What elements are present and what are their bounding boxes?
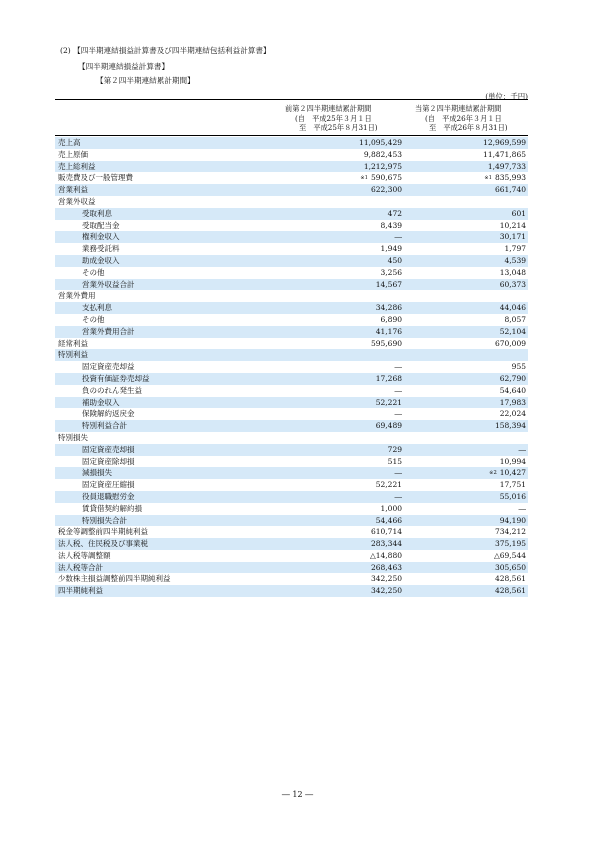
prev-value: 515 [387,456,402,466]
row-label: 法人税、住民税及び事業税 [58,539,148,549]
curr-value-cell [500,397,526,409]
table-row [55,479,528,491]
table-row [55,420,528,432]
row-label: 少数株主損益調整前四半期純利益 [58,574,171,584]
prev-value-cell [381,220,402,232]
curr-value-cell [500,456,526,468]
period-heading: 【第２四半期連結累計期間】 [96,76,195,85]
table-row [55,231,528,243]
curr-value-cell [505,243,526,255]
curr-value: 62,790 [499,373,526,383]
table-row [55,373,528,385]
curr-value-cell [494,550,526,562]
table-row [55,149,528,161]
curr-value-cell [500,279,526,291]
prev-period-title: 前第２四半期連結累計期間 [285,104,372,113]
curr-value-cell [500,231,526,243]
curr-value-cell [500,220,526,232]
curr-value-cell [500,302,526,314]
prev-value: 1,000 [380,503,402,513]
table-row [55,349,528,361]
prev-value-cell [395,361,403,373]
curr-value: 375,195 [494,539,526,549]
table-row [55,432,528,444]
curr-value: 17,983 [499,397,526,407]
curr-value-cell [488,161,526,173]
prev-value: 472 [387,208,402,218]
row-label: 売上総利益 [58,161,96,171]
curr-value: 10,994 [499,456,526,466]
row-label: 受取利息 [82,208,112,218]
table-row [55,267,528,279]
row-label: 固定資産除却損 [82,456,135,466]
prev-value: 52,221 [375,480,402,490]
curr-value: 12,969,599 [483,138,526,147]
row-label: 営業外収益合計 [82,279,135,289]
curr-value: 670,009 [494,338,526,348]
prev-value-cell [364,149,402,161]
prev-value-cell [371,538,402,550]
prev-value-cell [376,420,402,432]
row-label: 特別利益合計 [82,421,127,431]
page-number: ― 12 ― [281,790,314,799]
curr-value: 734,212 [494,527,526,537]
column-header [55,99,528,136]
prev-value-cell [388,444,402,456]
curr-value: 60,373 [499,279,526,289]
table-row [55,338,528,350]
prev-value-cell [376,279,402,291]
prev-value: 268,463 [370,562,402,572]
prev-value: ― [394,232,402,242]
table-row [55,208,528,220]
row-label: 営業外費用 [58,291,96,301]
curr-value-cell [500,326,526,338]
prev-value-cell [376,326,402,338]
prev-value: 450 [387,255,402,265]
row-label: 固定資産売却益 [82,362,135,372]
curr-value: 44,046 [499,303,526,313]
row-label: 売上高 [58,138,81,147]
table-row [55,361,528,373]
curr-value-cell [495,526,526,538]
prev-value: ― [394,491,402,501]
statement-heading: 【四半期連結損益計算書】 [78,62,170,71]
curr-value: 1,497,733 [487,161,526,171]
prev-value: 1,212,975 [363,161,402,171]
curr-value: 158,394 [494,421,526,431]
table-row [55,526,528,538]
table-row [55,491,528,503]
row-label: 負ののれん発生益 [82,385,142,395]
prev-value: 14,567 [375,279,402,289]
row-label: その他 [82,314,105,324]
row-label: 経常利益 [58,338,88,348]
table-row [55,302,528,314]
prev-value-cell [376,397,402,409]
prev-period-header [285,104,389,133]
note-marker: ※1 [484,175,492,182]
curr-value-cell [500,385,526,397]
prev-value-cell [395,385,403,397]
prev-value-cell [381,243,402,255]
curr-value-cell [505,314,526,326]
prev-value: 52,221 [375,397,402,407]
curr-value-cell [500,408,526,420]
row-label: 投資有価証券売却益 [82,373,150,383]
row-label: 業務受託料 [82,244,120,254]
table-row [55,408,528,420]
row-label: 賃貸借契約解約損 [82,503,142,513]
curr-value-cell [483,137,526,149]
curr-period-from: (自 平成26年３月１日 [425,113,502,123]
table-row [55,161,528,173]
row-label: 減損損失 [82,468,112,478]
prev-value-cell [388,255,402,267]
prev-value: 34,286 [375,303,402,313]
row-label: 法人税等合計 [58,562,103,572]
row-label: 営業外費用合計 [82,326,135,336]
curr-value: 55,016 [499,491,526,501]
curr-value-cell [495,585,526,597]
curr-value: 601 [511,208,526,218]
table-row [55,550,528,562]
prev-value: 6,890 [380,314,402,324]
curr-value-cell [495,420,526,432]
prev-value-cell [381,503,402,515]
prev-value: ― [394,468,402,478]
row-label: 営業外収益 [58,196,96,206]
table-row [55,172,528,184]
row-label: 固定資産売却損 [82,444,135,454]
curr-value: 8,057 [504,314,526,324]
row-label: 支払利息 [82,303,112,313]
curr-value-cell [500,515,526,527]
row-label: 販売費及び一般管理費 [58,173,133,183]
curr-value: 10,427 [499,468,526,478]
curr-value: 955 [511,362,526,372]
prev-value: ― [394,385,402,395]
curr-value-cell [495,184,526,196]
curr-value-cell [519,503,527,515]
prev-value-cell [395,467,403,479]
prev-value: 3,256 [380,267,402,277]
prev-period-from: (自 平成25年３月１日 [295,113,372,123]
curr-value: 30,171 [499,232,526,242]
table-row [55,503,528,515]
curr-value: 13,048 [499,267,526,277]
prev-value: ― [394,409,402,419]
curr-value: 1,797 [504,244,526,254]
curr-value: 11,471,865 [483,149,526,159]
prev-value-cell [371,562,402,574]
prev-value: 9,882,453 [363,149,402,159]
table-row [55,397,528,409]
curr-value-cell [500,373,526,385]
curr-value: 835,993 [494,173,526,183]
curr-period-header [415,104,519,133]
prev-value: 283,344 [370,539,402,549]
table-row [55,220,528,232]
prev-value-cell [370,550,402,562]
curr-value: 305,650 [494,562,526,572]
row-label: 営業利益 [58,185,88,195]
prev-value: 11,095,429 [359,138,402,147]
row-label: 特別損失 [58,432,88,442]
prev-value-cell [359,137,402,149]
prev-value: ― [394,362,402,372]
row-label: 法人税等調整額 [58,550,111,560]
curr-value-cell [519,444,527,456]
prev-value-cell [395,231,403,243]
prev-value: 54,466 [375,515,402,525]
table-row [55,385,528,397]
prev-value-cell [395,408,403,420]
curr-value: 54,640 [499,385,526,395]
table-row [55,538,528,550]
prev-value: 342,250 [370,574,402,584]
prev-value: 1,949 [380,244,402,254]
prev-value: 41,176 [375,326,402,336]
prev-value-cell [395,491,403,503]
table-row [55,243,528,255]
curr-value: 94,190 [499,515,526,525]
curr-value: 22,024 [499,409,526,419]
row-label: 特別損失合計 [82,515,127,525]
row-label: その他 [82,267,105,277]
curr-value-cell [500,267,526,279]
prev-value: 622,300 [370,185,402,195]
curr-value: 52,104 [499,326,526,336]
curr-value-cell [495,562,526,574]
prev-value: 342,250 [370,586,402,596]
prev-value-cell [371,585,402,597]
prev-value: △14,880 [369,550,402,560]
prev-value: 595,690 [370,338,402,348]
prev-value-cell [371,573,402,585]
table-row [55,456,528,468]
prev-value-cell [388,208,402,220]
curr-value: ― [518,503,526,513]
row-label: 四半期純利益 [58,586,103,596]
prev-value-cell [371,526,402,538]
prev-value-cell [376,302,402,314]
curr-value-cell [483,149,526,161]
curr-value: 428,561 [494,586,526,596]
row-label: 助成金収入 [82,255,120,265]
table-row [55,196,528,208]
prev-value-cell [376,373,402,385]
table-row [55,585,528,597]
note-marker: ※1 [360,175,368,182]
prev-value: 610,714 [370,527,402,537]
row-label: 保険解約返戻金 [82,409,135,419]
row-label: 特別利益 [58,350,88,360]
row-label: 補助金収入 [82,397,120,407]
prev-value-cell [381,314,402,326]
row-label: 役員退職慰労金 [82,491,135,501]
table-row [55,314,528,326]
table-row [55,467,528,479]
row-label: 税金等調整前四半期純利益 [58,527,148,537]
curr-value-cell [495,538,526,550]
curr-value: 428,561 [494,574,526,584]
table-row [55,515,528,527]
prev-period-to: 至 平成25年８月31日) [299,123,378,133]
table-row [55,326,528,338]
prev-value-cell [371,338,402,350]
prev-value-cell [388,456,402,468]
curr-value: 4,539 [504,255,526,265]
prev-value-cell [376,479,402,491]
income-statement-table [55,137,528,597]
curr-value-cell [512,361,526,373]
prev-value-cell [376,515,402,527]
prev-value-cell [381,267,402,279]
curr-period-to: 至 平成26年８月31日) [429,123,508,133]
prev-value: 729 [387,444,402,454]
table-row [55,290,528,302]
table-row [55,573,528,585]
curr-value-cell [500,491,526,503]
table-row [55,255,528,267]
row-label: 権利金収入 [82,232,120,242]
curr-value-cell [500,479,526,491]
prev-value-cell [364,161,402,173]
curr-value-cell [495,573,526,585]
row-label: 固定資産圧縮損 [82,480,135,490]
curr-value-cell [512,208,526,220]
prev-value: 17,268 [375,373,402,383]
curr-period-title: 当第２四半期連結累計期間 [415,104,502,113]
curr-value-cell [495,338,526,350]
row-label: 売上原価 [58,149,88,159]
prev-value: 590,675 [370,173,402,183]
prev-value-cell [371,184,402,196]
curr-value-cell [505,255,526,267]
table-row [55,184,528,196]
prev-value: 69,489 [375,421,402,431]
table-row [55,279,528,291]
unit-label: (単位：千円) [485,92,528,101]
section-heading: (2) 【四半期連結損益計算書及び四半期連結包括利益計算書】 [60,46,271,55]
table-row [55,444,528,456]
row-label: 受取配当金 [82,220,120,230]
curr-value: ― [518,444,526,454]
curr-value: 17,751 [499,480,526,490]
curr-value: △69,544 [493,550,526,560]
table-row [55,137,528,149]
prev-value: 8,439 [380,220,402,230]
table-row [55,562,528,574]
note-marker: ※2 [489,470,497,477]
curr-value: 10,214 [499,220,526,230]
curr-value: 661,740 [494,185,526,195]
